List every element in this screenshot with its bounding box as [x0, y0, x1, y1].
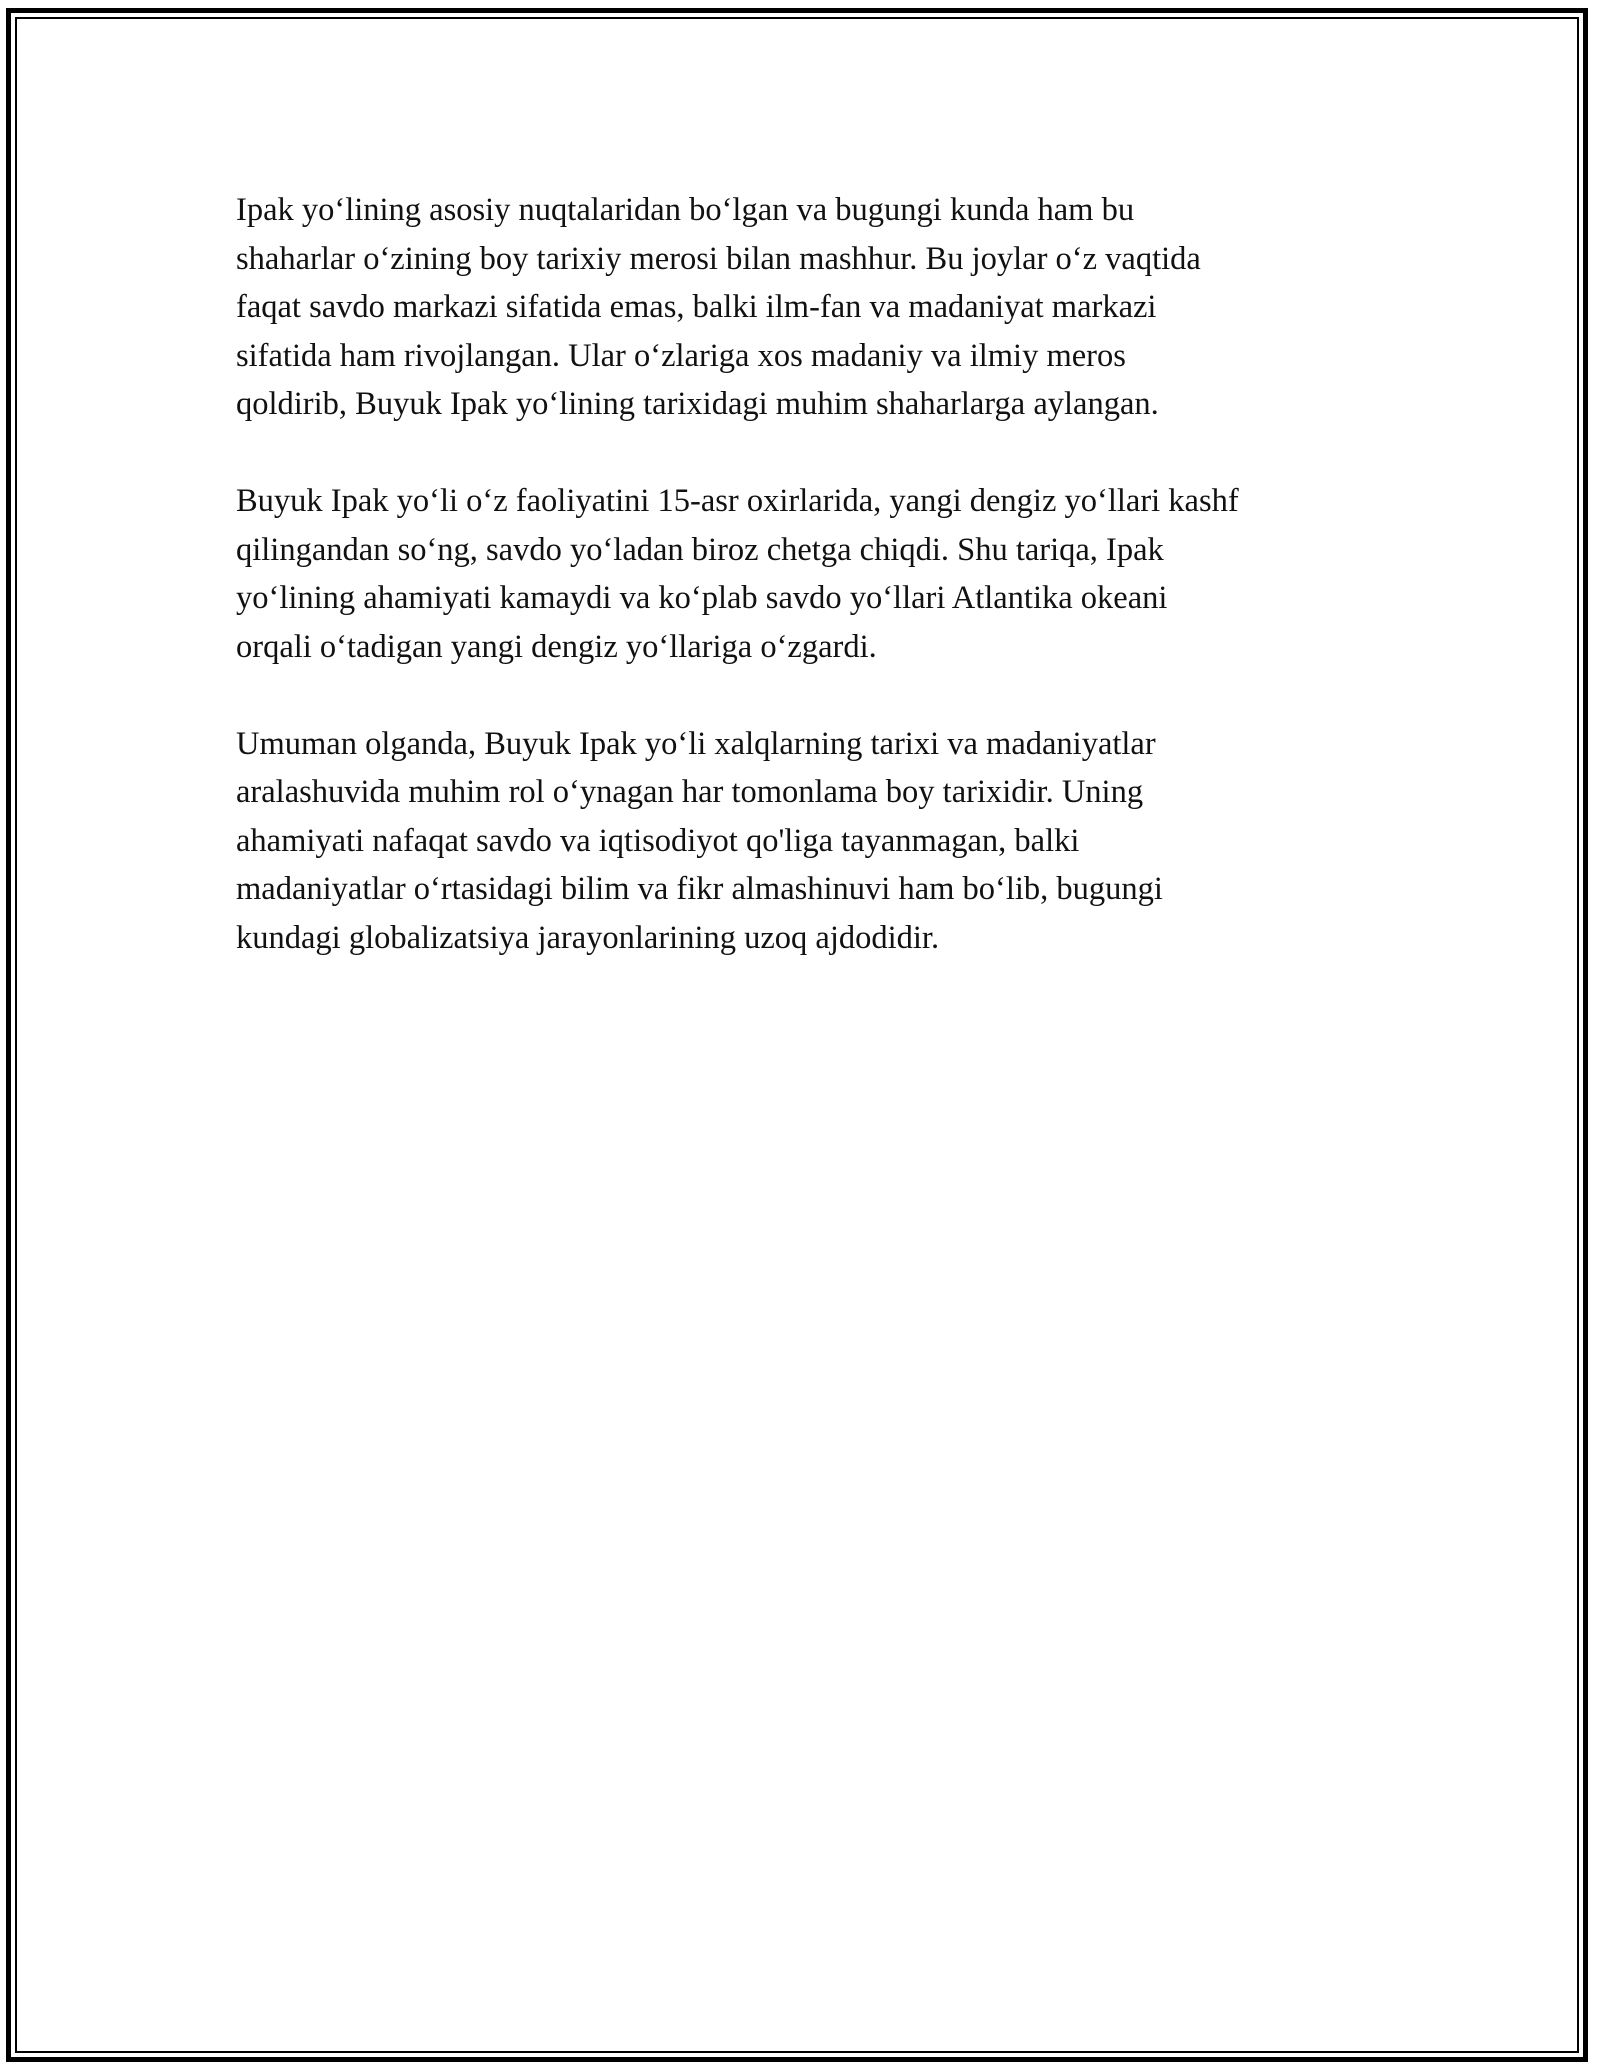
paragraph-2: Buyuk Ipak yo‘li o‘z faoliyatini 15-asr oxirlarida, yangi dengiz yo‘llari kashf qilingandan so‘ng, savdo yo‘ladan biroz chetga chiqdi. Shu tariqa, Ipak yo‘lining ahamiyati kamaydi va ko‘plab savdo yo‘llari Atlantika okeani orqali o‘tadigan yangi dengiz yo‘llariga o‘zgardi. [236, 483, 1239, 665]
paragraph-3: Umuman olganda, Buyuk Ipak yo‘li xalqlarning tarixi va madaniyatlar aralashuvida muhim rol o‘ynagan har tomonlama boy tarixidir. Uning ahamiyati nafaqat savdo va iqtisodiyot qo'liga tayanmagan, balki madaniyatlar o‘rtasidagi bilim va fikr almashinuvi ham bo‘lib, bugungi kundagi globalizatsiya jarayonlarining uzoq ajdodidir. [236, 725, 1163, 956]
paragraph-1: Ipak yo‘lining asosiy nuqtalaridan bo‘lgan va bugungi kunda ham bu shaharlar o‘zining boy tarixiy merosi bilan mashhur. Bu joylar o‘z vaqtida faqat savdo markazi sifatida emas, balki ilm-fan va madaniyat markazi sifatida ham rivojlangan. Ular o‘zlariga xos madaniy va ilmiy meros qoldirib, Buyuk Ipak yo‘lining tarixidagi muhim shaharlarga aylangan. [236, 192, 1201, 422]
document-body [236, 186, 1396, 1011]
